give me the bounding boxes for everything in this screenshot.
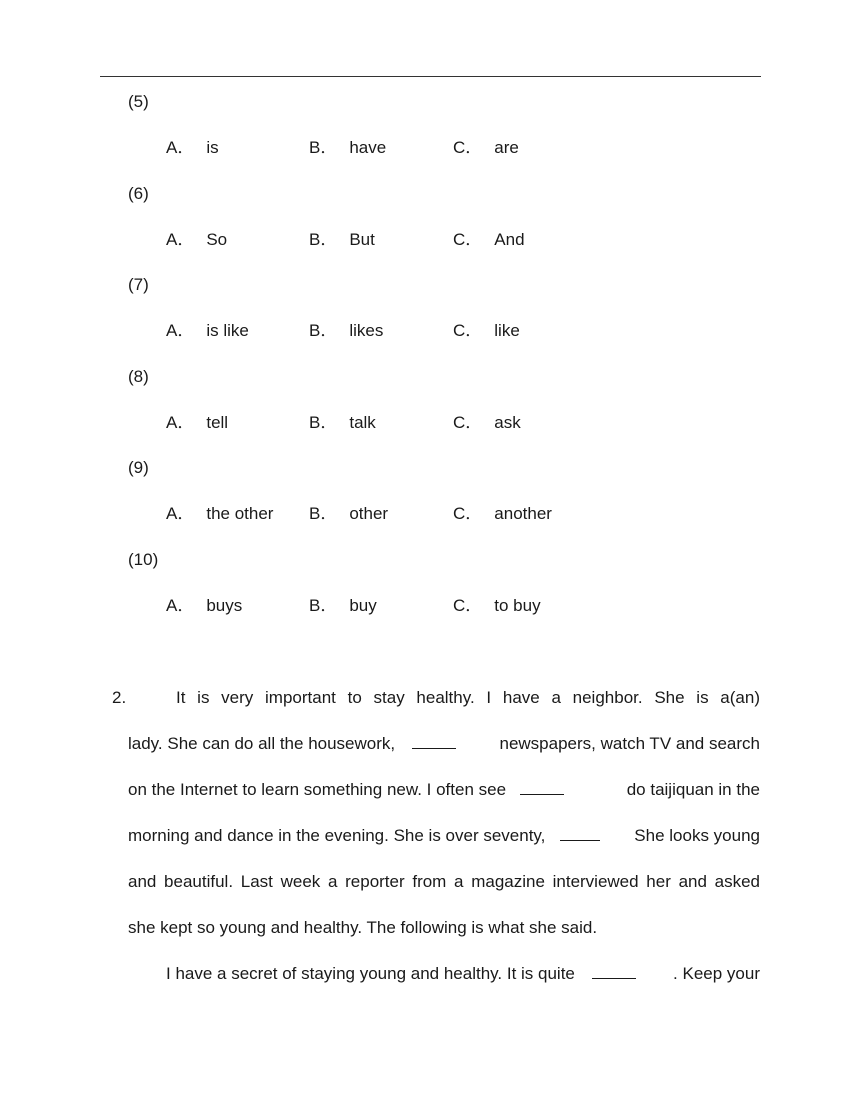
- option-letter: C．: [453, 504, 483, 524]
- option-b[interactable]: [309, 230, 375, 250]
- passage-line-3: [128, 778, 760, 802]
- option-text: is: [206, 138, 219, 157]
- option-letter: C．: [453, 229, 483, 249]
- option-a[interactable]: [166, 596, 242, 616]
- option-letter: C．: [453, 138, 483, 157]
- header-rule: [100, 76, 761, 77]
- option-a[interactable]: [166, 413, 228, 433]
- option-text: talk: [349, 412, 376, 432]
- option-letter: B．: [309, 229, 338, 249]
- passage-text: morning and dance in the evening. She is over seventy,: [128, 826, 546, 845]
- option-text: And: [494, 229, 525, 249]
- option-b[interactable]: [309, 504, 388, 524]
- passage-text: do taijiquan in the: [626, 780, 760, 799]
- passage-line-6: [128, 916, 760, 940]
- answer-blank: [592, 962, 636, 979]
- option-text: the other: [206, 504, 274, 524]
- option-letter: B．: [309, 412, 338, 432]
- option-a[interactable]: [166, 230, 227, 250]
- option-a[interactable]: [166, 138, 219, 158]
- option-b[interactable]: [309, 596, 377, 616]
- option-text: But: [349, 229, 375, 249]
- option-letter: A．: [166, 321, 195, 341]
- option-text: buys: [206, 596, 243, 615]
- option-letter: C．: [453, 321, 483, 341]
- option-text: is like: [206, 321, 249, 341]
- option-a[interactable]: [166, 504, 273, 524]
- passage-text: and beautiful. Last week a reporter from a magazine interviewed her and asked: [128, 872, 760, 891]
- passage-line-7: [166, 962, 760, 986]
- option-b[interactable]: [309, 413, 376, 433]
- question-number: (6): [128, 183, 149, 203]
- option-letter: B．: [309, 321, 338, 341]
- option-text: tell: [206, 412, 229, 432]
- question-number: (10): [128, 550, 159, 569]
- option-a[interactable]: [166, 321, 249, 341]
- option-c[interactable]: [453, 138, 519, 158]
- passage-text: lady. She can do all the housework,: [128, 734, 396, 753]
- passage-number: 2.: [112, 688, 127, 707]
- option-c[interactable]: [453, 321, 520, 341]
- passage-text: she kept so young and healthy. The following is what she said.: [128, 918, 598, 937]
- answer-blank: [560, 824, 600, 841]
- option-letter: A．: [166, 412, 195, 432]
- option-c[interactable]: [453, 413, 521, 433]
- option-text: another: [494, 504, 552, 524]
- passage-text: I have a secret of staying young and healthy. It is quite: [166, 964, 575, 983]
- passage-line-4: [128, 824, 760, 848]
- passage-text: newspapers, watch TV and search: [499, 734, 760, 753]
- option-c[interactable]: [453, 596, 541, 616]
- question-number: (7): [128, 275, 149, 295]
- option-text: ask: [494, 412, 521, 432]
- passage-line-2: [128, 732, 760, 756]
- option-letter: B．: [309, 138, 338, 157]
- option-text: other: [349, 504, 389, 524]
- option-c[interactable]: [453, 230, 525, 250]
- option-b[interactable]: [309, 321, 383, 341]
- option-text: have: [349, 138, 387, 157]
- option-letter: A．: [166, 138, 195, 157]
- option-letter: B．: [309, 596, 338, 615]
- passage-text: She looks young: [634, 826, 760, 845]
- option-letter: A．: [166, 504, 195, 524]
- option-letter: B．: [309, 504, 338, 524]
- option-text: to buy: [494, 596, 541, 615]
- option-letter: A．: [166, 229, 195, 249]
- question-number: (5): [128, 92, 149, 111]
- option-text: like: [494, 321, 520, 341]
- passage-text: . Keep your: [673, 964, 760, 983]
- option-letter: C．: [453, 596, 483, 615]
- option-letter: A．: [166, 596, 195, 615]
- question-number: (9): [128, 458, 149, 478]
- option-c[interactable]: [453, 504, 552, 524]
- question-number: (8): [128, 366, 149, 386]
- passage-line-1: [112, 686, 760, 710]
- passage-text: It is very important to stay healthy. I have a neighbor. She is a(an): [176, 688, 760, 707]
- option-text: likes: [349, 321, 384, 341]
- answer-blank: [520, 778, 564, 795]
- option-letter: C．: [453, 412, 483, 432]
- option-text: buy: [349, 596, 377, 615]
- passage-line-5: [128, 870, 760, 894]
- option-text: are: [494, 138, 519, 157]
- option-text: So: [206, 229, 228, 249]
- passage-text: on the Internet to learn something new. I often see: [128, 780, 507, 799]
- answer-blank: [412, 732, 456, 749]
- option-b[interactable]: [309, 138, 386, 158]
